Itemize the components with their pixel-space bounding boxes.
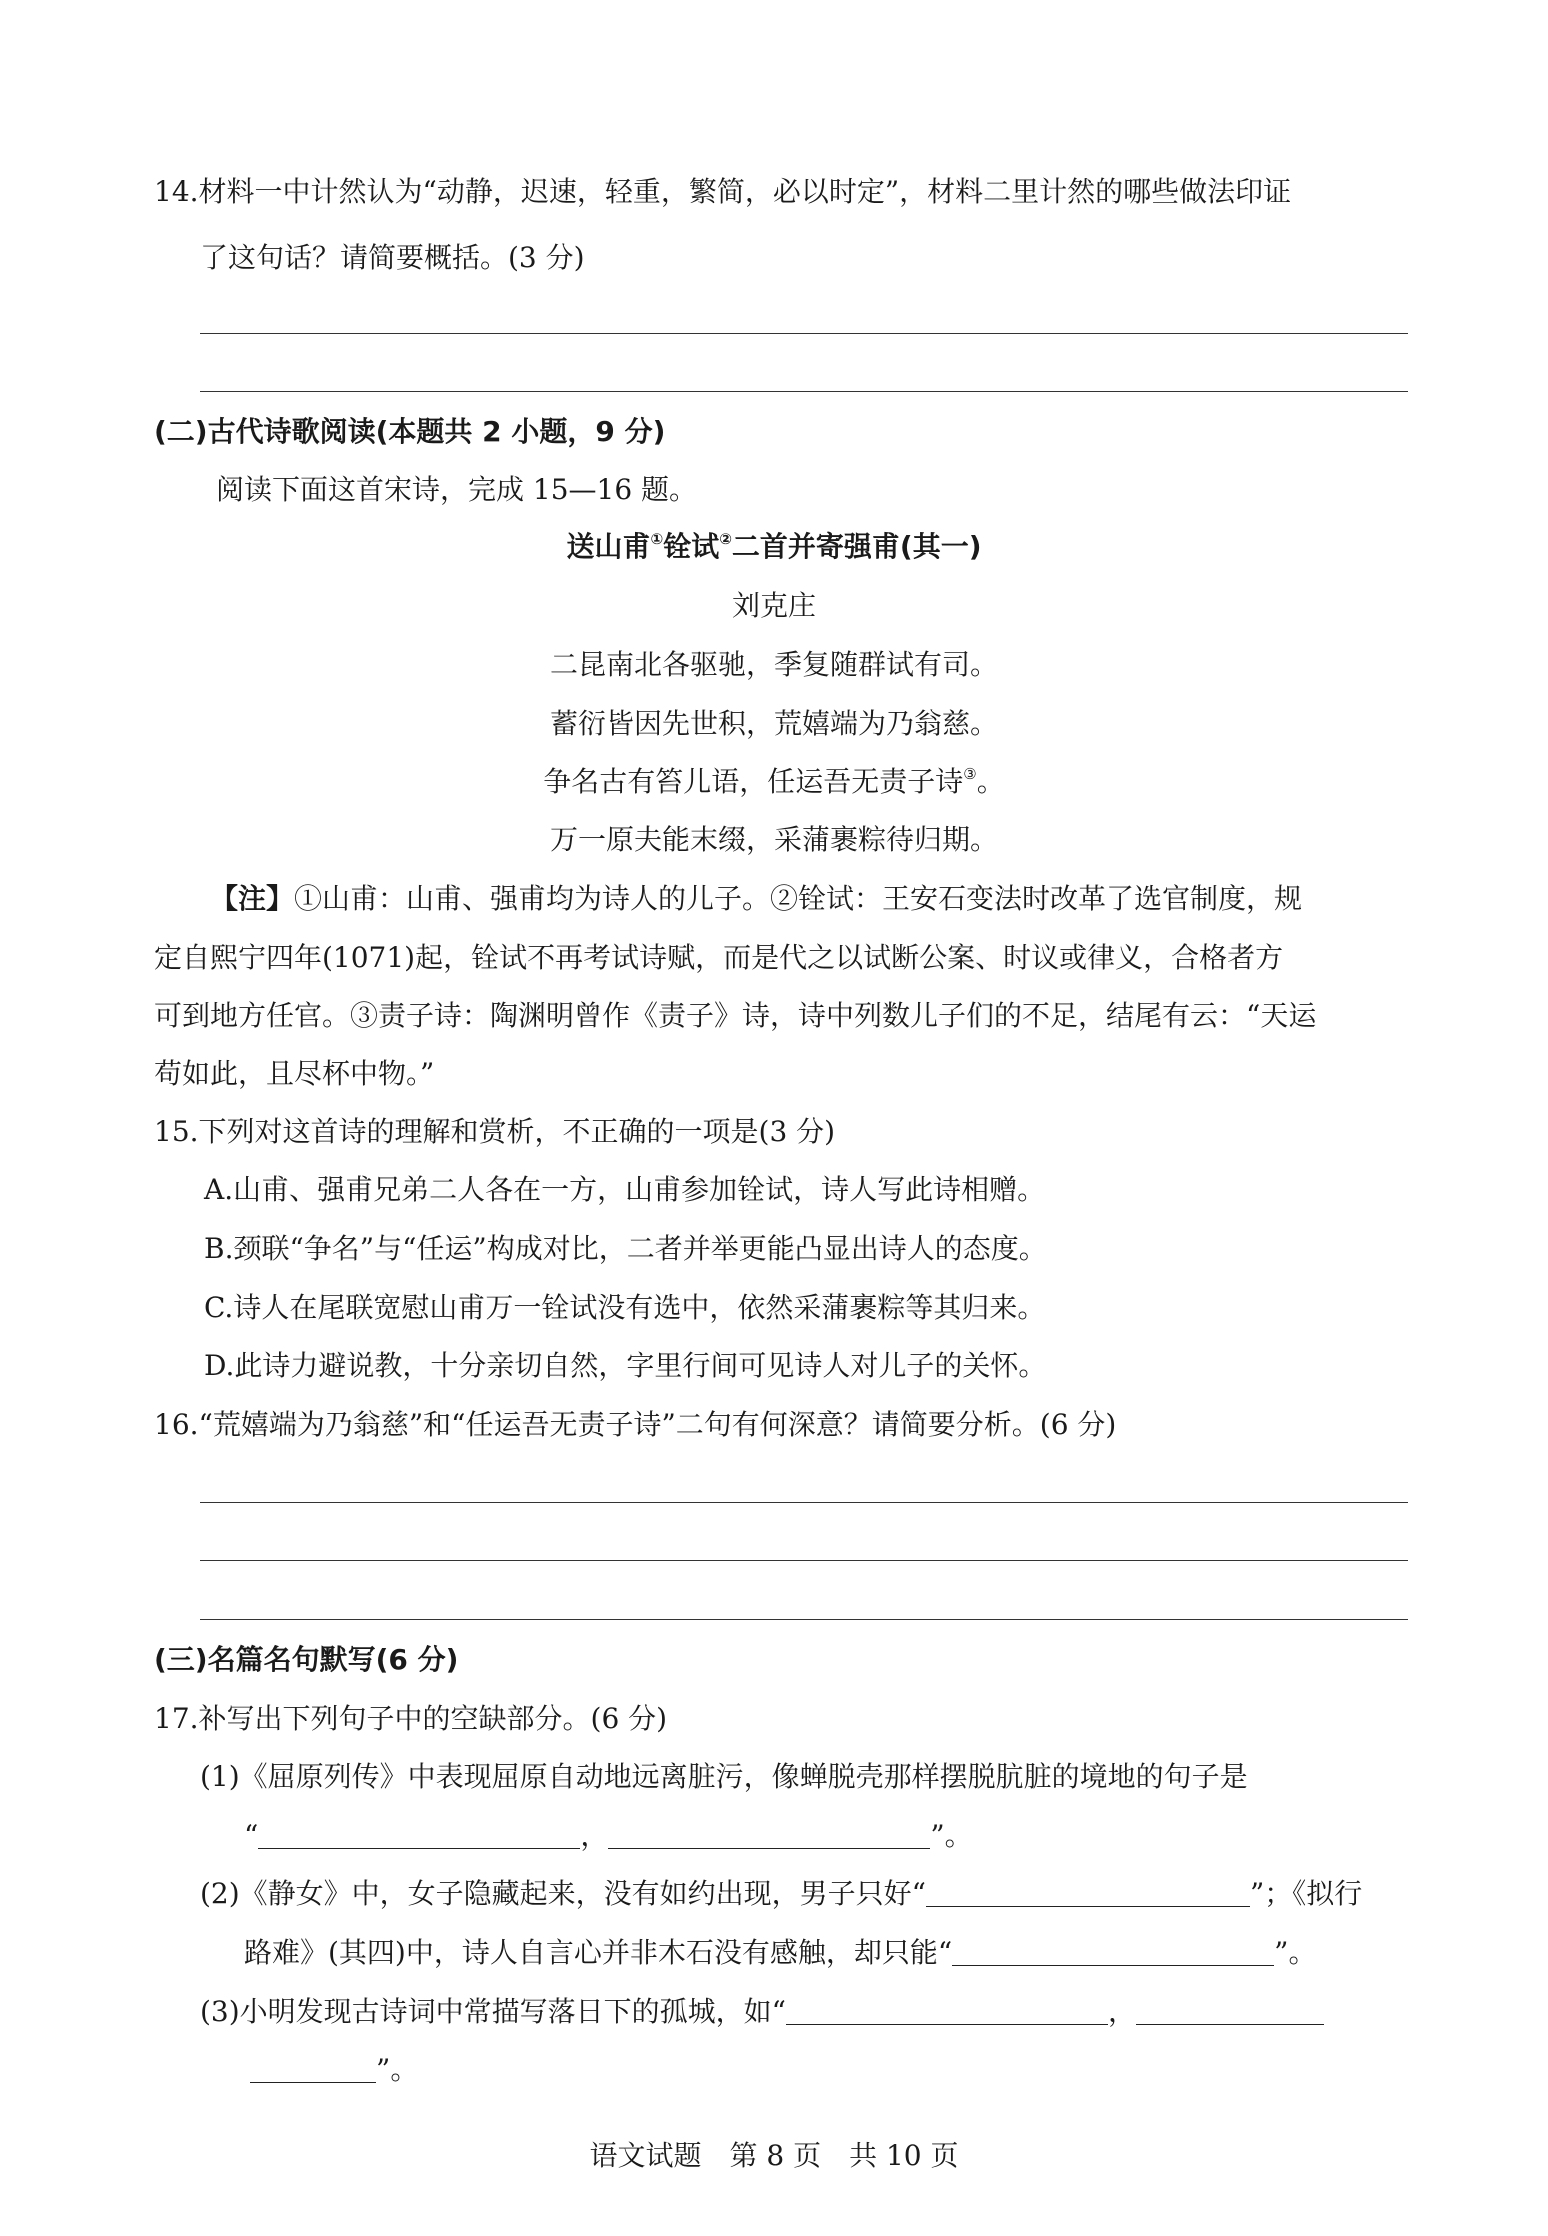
- poem-note-line: 定自熙宁四年(1071)起，铨试不再考试诗赋，而是代之以试断公案、时议或律义，合格者方: [154, 941, 1284, 974]
- q15-option-d[interactable]: D.此诗力避说教，十分亲切自然，字里行间可见诗人对儿子的关怀。: [204, 1349, 1047, 1382]
- q14-stem-line1: 14.材料一中计然认为“动静，迟速，轻重，繁简，必以时定”，材料二里计然的哪些做法印证: [154, 175, 1292, 208]
- note-label: 【注】: [210, 882, 295, 915]
- q17-item2: (2)《静女》中，女子隐藏起来，没有如约出现，男子只好“ ”；《拟行: [200, 1877, 1363, 1910]
- q17-item2-cont: 路难》(其四)中，诗人自言心并非木石没有感触，却只能“ ”。: [244, 1936, 1317, 1969]
- fill-blank[interactable]: [952, 1935, 1274, 1966]
- answer-line[interactable]: [200, 1502, 1408, 1503]
- poem-line: 争名古有笞儿语，任运吾无责子诗③。: [543, 765, 1005, 798]
- fill-blank[interactable]: [786, 1994, 1108, 2025]
- poem-note-line: 苟如此，且尽杯中物。”: [154, 1057, 435, 1090]
- reading-instruction: 阅读下面这首宋诗，完成 15—16 题。: [216, 473, 698, 506]
- q16-stem: 16.“荒嬉端为乃翁慈”和“任运吾无责子诗”二句有何深意？请简要分析。(6 分): [154, 1408, 1117, 1441]
- q17-item1: (1)《屈原列传》中表现屈原自动地远离脏污，像蝉脱壳那样摆脱肮脏的境地的句子是: [200, 1760, 1248, 1793]
- poem-note-line: 【注】①山甫：山甫、强甫均为诗人的儿子。②铨试：王安石变法时改革了选官制度，规: [210, 882, 1303, 915]
- q15-stem: 15.下列对这首诗的理解和赏析，不正确的一项是(3 分): [154, 1115, 836, 1148]
- answer-line[interactable]: [200, 333, 1408, 334]
- q17-item3: (3)小明发现古诗词中常描写落日下的孤城，如“ ，: [200, 1992, 1324, 2032]
- q17-stem: 17.补写出下列句子中的空缺部分。(6 分): [154, 1702, 668, 1735]
- section-heading: (二)古代诗歌阅读(本题共 2 小题，9 分): [154, 415, 666, 448]
- fill-blank[interactable]: [250, 2052, 376, 2083]
- fill-blank[interactable]: [608, 1818, 930, 1849]
- answer-line[interactable]: [200, 1619, 1408, 1620]
- q17-item1-blanks: “ ， ”。: [244, 1819, 973, 1852]
- q17-item3-cont: ”。: [250, 2050, 418, 2090]
- poem-line: 万一原夫能末缀，采蒲裹粽待归期。: [549, 823, 998, 856]
- poem-author: 刘克庄: [731, 589, 816, 622]
- q15-option-a[interactable]: A.山甫、强甫兄弟二人各在一方，山甫参加铨试，诗人写此诗相赠。: [204, 1173, 1046, 1206]
- fill-blank[interactable]: [926, 1876, 1250, 1907]
- section-heading: (三)名篇名句默写(6 分): [154, 1643, 459, 1676]
- fill-blank[interactable]: [1136, 1994, 1324, 2025]
- footnote-marker: ①: [650, 530, 664, 548]
- footnote-marker: ②: [719, 530, 732, 548]
- page-footer: 语文试题 第 8 页 共 10 页: [589, 2139, 959, 2172]
- q14-stem-line2: 了这句话？请简要概括。(3 分): [200, 241, 585, 274]
- poem-title: 送山甫①铨试②二首并寄强甫(其一): [566, 530, 982, 563]
- poem-line: 蓄衍皆因先世积，荒嬉端为乃翁慈。: [549, 707, 998, 740]
- poem-note-line: 可到地方任官。③责子诗：陶渊明曾作《责子》诗，诗中列数儿子们的不足，结尾有云：“天运: [154, 999, 1317, 1032]
- answer-line[interactable]: [200, 1560, 1408, 1561]
- q15-option-b[interactable]: B.颈联“争名”与“任运”构成对比，二者并举更能凸显出诗人的态度。: [204, 1232, 1047, 1265]
- q15-option-c[interactable]: C.诗人在尾联宽慰山甫万一铨试没有选中，依然采蒲裹粽等其归来。: [204, 1291, 1046, 1324]
- fill-blank[interactable]: [258, 1818, 580, 1849]
- poem-line: 二昆南北各驱驰，季复随群试有司。: [549, 648, 998, 681]
- footnote-marker: ③: [963, 765, 977, 783]
- answer-line[interactable]: [200, 391, 1408, 392]
